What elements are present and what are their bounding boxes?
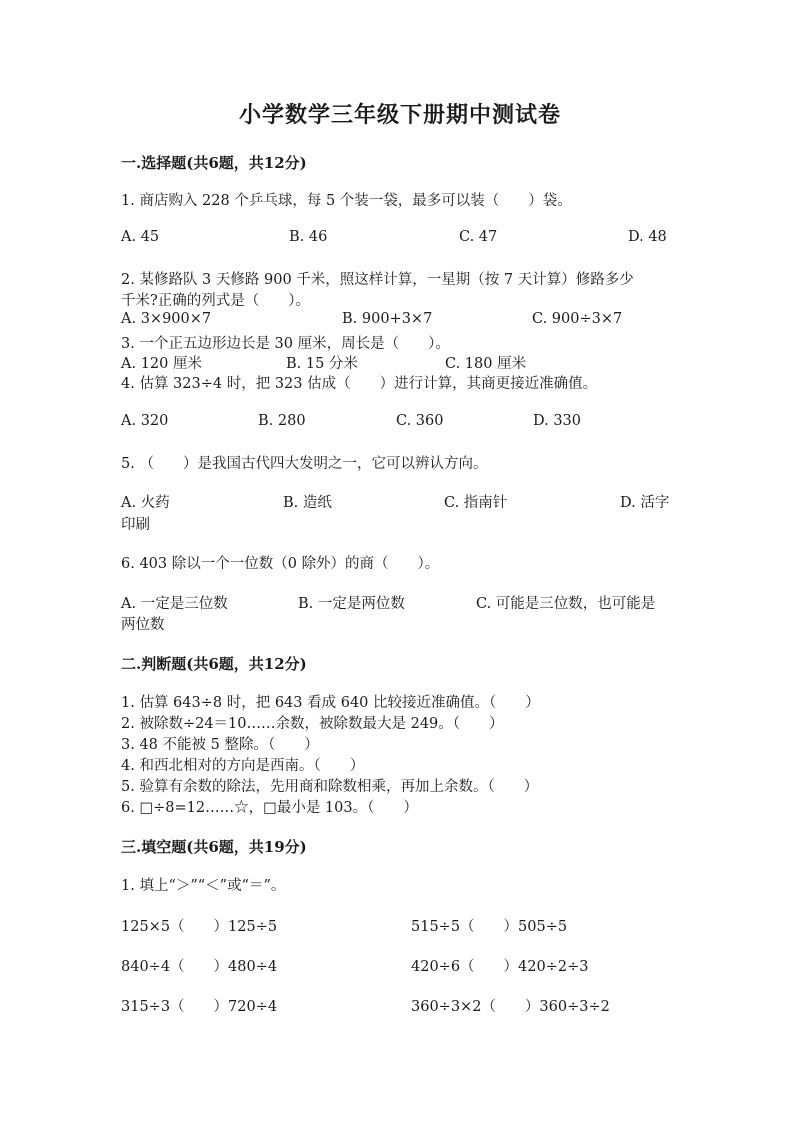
comparison-row-3-left: 315÷3（ ）720÷4	[121, 999, 278, 1015]
section-heading-choice: 一.选择题(共6题，共12分)	[121, 154, 307, 172]
q6-option-c-wrap: 两位数	[121, 617, 165, 633]
q6-option-a: A. 一定是三位数	[121, 596, 228, 612]
q1-option-d: D. 48	[628, 229, 667, 245]
q4-option-a: A. 320	[121, 413, 169, 429]
comparison-row-1-left: 125×5（ ）125÷5	[121, 919, 278, 935]
q6-option-c: C. 可能是三位数，也可能是	[476, 596, 656, 612]
question-2-line-1: 2. 某修路队 3 天修路 900 千米，照这样计算，一星期（按 7 天计算）修路多少	[121, 272, 634, 288]
page-title: 小学数学三年级下册期中测试卷	[238, 102, 561, 128]
question-3: 3. 一个正五边形边长是 30 厘米，周长是（ ）。	[121, 336, 450, 352]
q1-option-c: C. 47	[459, 229, 498, 245]
judgement-item-3: 3. 48 不能被 5 整除。（ ）	[121, 737, 319, 753]
q5-option-d-wrap: 印刷	[121, 517, 150, 533]
judgement-item-2: 2. 被除数÷24＝10……余数，被除数最大是 249。（ ）	[121, 716, 504, 732]
comparison-row-2-right: 420÷6（ ）420÷2÷3	[411, 959, 589, 975]
q5-option-c: C. 指南针	[444, 495, 508, 511]
q3-option-b: B. 15 分米	[286, 356, 358, 372]
q5-option-a: A. 火药	[121, 495, 170, 511]
q6-option-b: B. 一定是两位数	[298, 596, 405, 612]
q5-option-b: B. 造纸	[283, 495, 332, 511]
q1-option-a: A. 45	[121, 229, 160, 245]
q4-option-b: B. 280	[258, 413, 306, 429]
q3-option-a: A. 120 厘米	[121, 356, 202, 372]
section-heading-fill-in: 三.填空题(共6题，共19分)	[121, 838, 307, 856]
q1-option-b: B. 46	[289, 229, 328, 245]
judgement-item-5: 5. 验算有余数的除法，先用商和除数相乘，再加上余数。（ ）	[121, 779, 539, 795]
q4-option-c: C. 360	[396, 413, 444, 429]
q3-option-c: C. 180 厘米	[445, 356, 527, 372]
question-4: 4. 估算 323÷4 时，把 323 估成（ ）进行计算，其商更接近准确值。	[121, 376, 598, 392]
judgement-item-1: 1. 估算 643÷8 时，把 643 看成 640 比较接近准确值。（ ）	[121, 695, 540, 711]
question-2-line-2: 千米?正确的列式是（ ）。	[121, 293, 311, 309]
q2-option-b: B. 900+3×7	[342, 311, 433, 327]
q4-option-d: D. 330	[533, 413, 582, 429]
q2-option-a: A. 3×900×7	[121, 311, 212, 327]
comparison-row-2-left: 840÷4（ ）480÷4	[121, 959, 278, 975]
fill-in-question-1: 1. 填上“＞”“＜”或“＝”。	[121, 878, 286, 894]
section-heading-judgement: 二.判断题(共6题，共12分)	[121, 655, 307, 673]
question-5: 5. （ ）是我国古代四大发明之一，它可以辨认方向。	[121, 456, 488, 472]
comparison-row-1-right: 515÷5（ ）505÷5	[411, 919, 568, 935]
judgement-item-4: 4. 和西北相对的方向是西南。（ ）	[121, 758, 365, 774]
judgement-item-6: 6. □÷8=12……☆，□最小是 103。（ ）	[121, 800, 418, 816]
q2-option-c: C. 900÷3×7	[532, 311, 623, 327]
question-1: 1. 商店购入 228 个乒乓球，每 5 个装一袋，最多可以装（ ）袋。	[121, 193, 572, 209]
comparison-row-3-right: 360÷3×2（ ）360÷3÷2	[411, 999, 610, 1015]
question-6: 6. 403 除以一个一位数（0 除外）的商（ ）。	[121, 556, 440, 572]
q5-option-d: D. 活字	[620, 495, 670, 511]
